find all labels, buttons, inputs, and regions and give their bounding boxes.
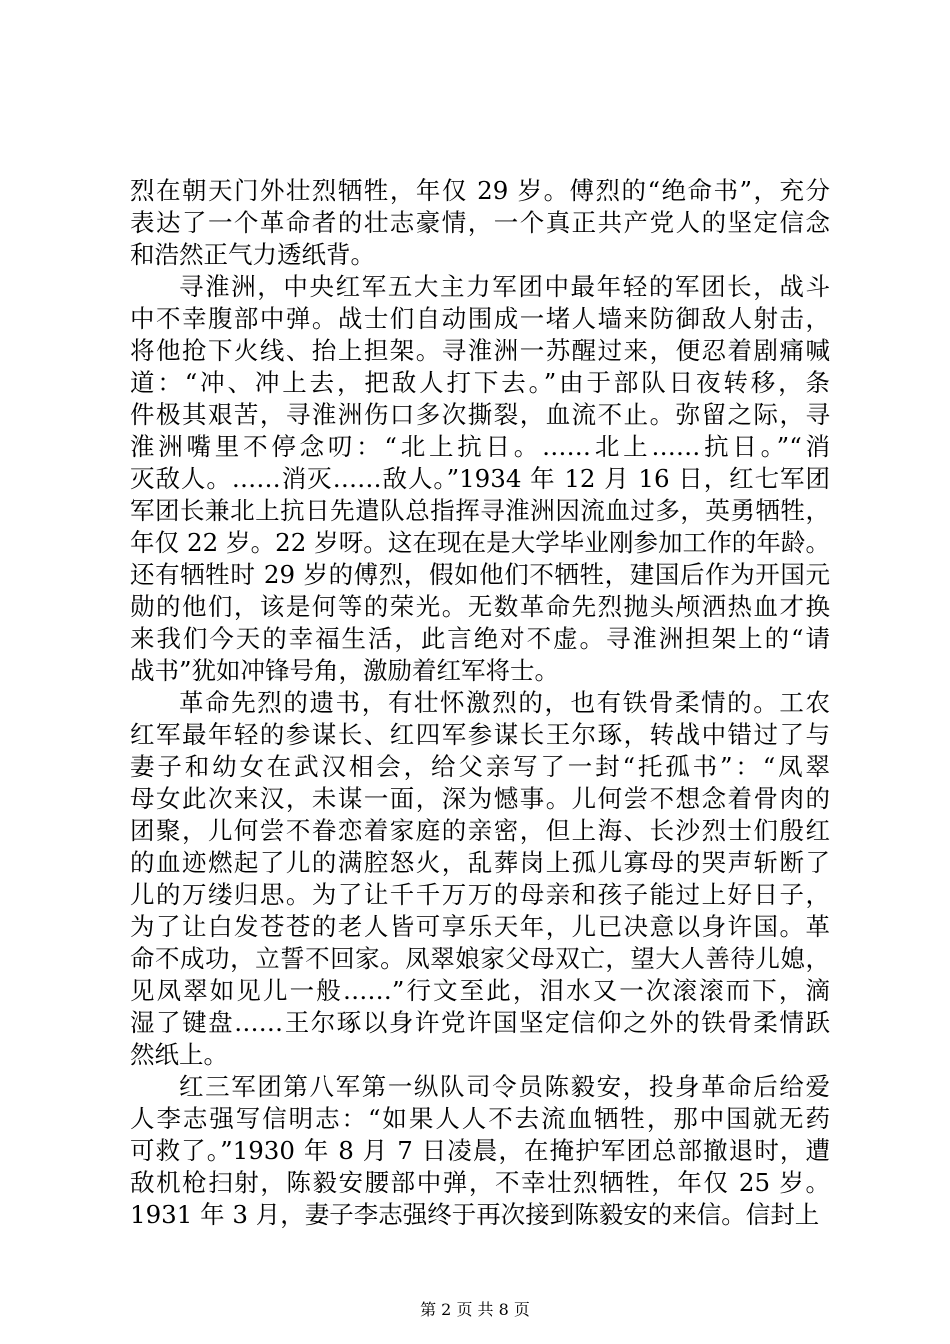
paragraphs [130,175,830,1231]
text-line: 还有牺牲时 29 岁的傅烈，假如他们不牺牲，建国后作为开国元 [130,560,830,589]
text-line: 团聚，儿何尝不眷恋着家庭的亲密，但上海、长沙烈士们殷红 [130,816,830,845]
text-line: 湿了键盘……王尔琢以身许党许国坚定信仰之外的铁骨柔情跃 [130,1008,830,1037]
text-line: 件极其艰苦，寻淮洲伤口多次撕裂，血流不止。弥留之际，寻 [130,400,830,429]
text-line: 革命先烈的遗书，有壮怀激烈的，也有铁骨柔情的。工农 [179,688,830,717]
text-line: 母女此次来汉，未谋一面，深为憾事。儿何尝不想念着骨肉的 [130,784,830,813]
text-line: 来我们今天的幸福生活，此言绝对不虚。寻淮洲担架上的“请 [130,624,830,653]
text-line: 寻淮洲，中央红军五大主力军团中最年轻的军团长，战斗 [179,272,830,301]
text-line: 人李志强写信明志：“如果人人不去流血牺牲，那中国就无药 [130,1104,830,1133]
page-footer [0,1300,950,1320]
text-line: 红三军团第八军第一纵队司令员陈毅安，投身革命后给爱 [179,1072,830,1101]
text-line: 为了让白发苍苍的老人皆可享乐天年，儿已决意以身许国。革 [130,912,830,941]
text-line: 表达了一个革命者的壮志豪情，一个真正共产党人的坚定信念 [130,208,830,237]
paragraph [130,175,830,271]
text-line: 中不幸腹部中弹。战士们自动围成一堵人墙来防御敌人射击， [130,304,830,333]
text-line: 勋的他们，该是何等的荣光。无数革命先烈抛头颅洒热血才换 [130,592,830,621]
text-line: 战书”犹如冲锋号角，激励着红军将士。 [130,656,560,685]
text-line: 灭敌人。……消灭……敌人。”1934 年 12 月 16 日，红七军团 [130,464,830,493]
text-line: 淮洲嘴里不停念叨：“北上抗日。……北上……抗日。”“消 [130,432,830,461]
text-line: 敌机枪扫射，陈毅安腰部中弹，不幸壮烈牺牲，年仅 25 岁。 [130,1168,830,1197]
text-line: 儿的万缕归思。为了让千千万万的母亲和孩子能过上好日子， [130,880,830,909]
text-line: 的血迹燃起了儿的满腔怒火，乱葬岗上孤儿寡母的哭声斩断了 [130,848,830,877]
paragraph [130,1071,830,1231]
text-line: 1931 年 3 月，妻子李志强终于再次接到陈毅安的来信。信封上 [130,1200,820,1229]
text-line: 然纸上。 [130,1040,228,1069]
paragraph [130,271,830,687]
text-line: 将他抢下火线、抬上担架。寻淮洲一苏醒过来，便忍着剧痛喊 [130,336,830,365]
text-line: 年仅 22 岁。22 岁呀。这在现在是大学毕业刚参加工作的年龄。 [130,528,830,557]
text-line: 红军最年轻的参谋长、红四军参谋长王尔琢，转战中错过了与 [130,720,830,749]
text-line: 可救了。”1930 年 8 月 7 日凌晨，在掩护军团总部撤退时，遭 [130,1136,830,1165]
paragraph [130,687,830,1071]
text-line: 见凤翠如见儿一般……”行文至此，泪水又一次滚滚而下，滴 [130,976,830,1005]
text-line: 军团长兼北上抗日先遣队总指挥寻淮洲因流血过多，英勇牺牲， [130,496,830,525]
document-body [130,175,830,1231]
text-line: 妻子和幼女在武汉相会，给父亲写了一封“托孤书”：“凤翠 [130,752,830,781]
page-number-label: 第 2 页 共 8 页 [420,1300,530,1319]
text-line: 道：“冲、冲上去，把敌人打下去。”由于部队日夜转移，条 [130,368,830,397]
text-line: 和浩然正气力透纸背。 [130,240,375,269]
text-line: 烈在朝天门外壮烈牺牲，年仅 29 岁。傅烈的“绝命书”，充分 [130,176,830,205]
text-line: 命不成功，立誓不回家。凤翠娘家父母双亡，望大人善待儿媳， [130,944,830,973]
